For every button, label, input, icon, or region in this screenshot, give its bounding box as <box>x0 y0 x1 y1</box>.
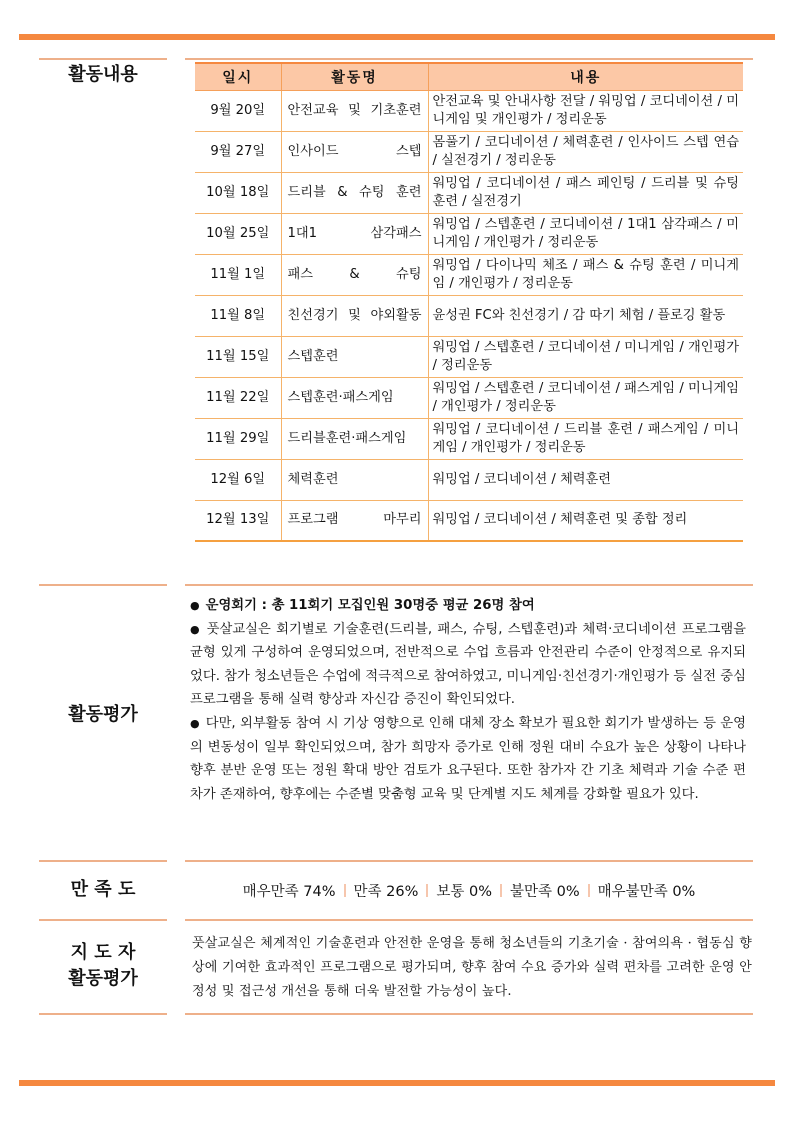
section-divider <box>39 919 167 921</box>
cell-date: 9월 20일 <box>195 90 281 131</box>
satisfaction-very-dissatisfied: 매우불만족 0% <box>597 884 696 900</box>
cell-date: 9월 27일 <box>195 131 281 172</box>
cell-name: 안전교육 및 기초훈련 <box>281 90 428 131</box>
separator <box>588 884 590 897</box>
cell-name: 체력훈련 <box>281 459 428 500</box>
section-divider <box>39 1013 167 1015</box>
cell-date: 11월 15일 <box>195 336 281 377</box>
header-name: 활동명 <box>281 63 428 90</box>
cell-date: 11월 22일 <box>195 377 281 418</box>
cell-content: 윤성권 FC와 친선경기 / 감 따기 체험 / 플로깅 활동 <box>428 295 743 336</box>
cell-name: 친선경기 및 야외활동 <box>281 295 428 336</box>
bullet-icon: ● <box>190 716 200 730</box>
cell-date: 12월 6일 <box>195 459 281 500</box>
cell-content: 몸풀기 / 코디네이션 / 체력훈련 / 인사이드 스텝 연습 / 실전경기 / 정리운동 <box>428 131 743 172</box>
section-divider <box>185 860 753 862</box>
evaluation-summary: ● 운영회기 : 총 11회기 모집인원 30명중 평균 26명 참여 <box>190 598 535 613</box>
section-label-satisfaction: 만 족 도 <box>70 879 136 900</box>
section-divider <box>39 860 167 862</box>
table-row <box>195 377 743 418</box>
cell-content: 워밍업 / 스텝훈련 / 코디네이션 / 패스게임 / 미니게임 / 개인평가 / 정리운동 <box>428 377 743 418</box>
satisfaction-dissatisfied: 불만족 0% <box>510 884 580 900</box>
evaluation-paragraph-1: ● 풋살교실은 회기별로 기술훈련(드리블, 패스, 슈팅, 스텝훈련)과 체력·코디네이션 프로그램을 균형 있게 구성하여 운영되었으며, 전반적으로 수업 흐름과 안전관리 수준이 안정적으로 유지되었다. 참가 청소년들은 수업에 적극적으로 참여하였고, 미니게임·친선경기·개인평가 등 실전 중심 프로그램을 통해 실력 향상과 자신감 증진이 확인되었다. <box>190 621 746 708</box>
section-divider <box>39 58 167 60</box>
section-divider <box>39 584 167 586</box>
cell-name: 드리블 & 슈팅 훈련 <box>281 172 428 213</box>
cell-name: 인사이드 스텝 <box>281 131 428 172</box>
cell-name: 패스 & 슈팅 <box>281 254 428 295</box>
cell-name: 드리블훈련·패스게임 <box>281 418 428 459</box>
table-row <box>195 418 743 459</box>
cell-date: 12월 13일 <box>195 500 281 541</box>
evaluation-text <box>190 594 746 806</box>
cell-name: 1대1 삼각패스 <box>281 213 428 254</box>
instructor-evaluation-text: 풋살교실은 체계적인 기술훈련과 안전한 운영을 통해 청소년들의 기초기술 · 참여의욕 · 협동심 향상에 기여한 효과적인 프로그램으로 평가되며, 향후 참여 수요 증가와 실력 편차를 고려한 운영 안정성 및 접근성 개선을 통해 더욱 발전할 가능성이 높다. <box>192 936 752 999</box>
table-row <box>195 254 743 295</box>
satisfaction-results <box>185 880 753 901</box>
bullet-icon: ● <box>190 622 201 636</box>
cell-content: 워밍업 / 스텝훈련 / 코디네이션 / 1대1 삼각패스 / 미니게임 / 개인평가 / 정리운동 <box>428 213 743 254</box>
cell-date: 10월 25일 <box>195 213 281 254</box>
separator <box>500 884 502 897</box>
cell-date: 11월 8일 <box>195 295 281 336</box>
cell-content: 워밍업 / 스텝훈련 / 코디네이션 / 미니게임 / 개인평가 / 정리운동 <box>428 336 743 377</box>
header-date: 일시 <box>195 63 281 90</box>
section-divider <box>185 1013 753 1015</box>
satisfaction-very-satisfied: 매우만족 74% <box>242 884 336 900</box>
section-label-instructor: 지 도 자 활동평가 <box>68 942 138 989</box>
cell-date: 11월 29일 <box>195 418 281 459</box>
bullet-icon: ● <box>190 599 200 612</box>
evaluation-paragraph-2: ● 다만, 외부활동 참여 시 기상 영향으로 인해 대체 장소 확보가 필요한 회기가 발생하는 등 운영의 변동성이 일부 확인되었으며, 참가 희망자 증가로 인해 정원 대비 수요가 높은 상황이 나타나 향후 분반 운영 또는 정원 확대 방안 검토가 요구된다. 또한 참가자 간 기초 체력과 기술 수준 편차가 존재하여, 향후에는 수준별 맞춤형 교육 및 단계별 지도 체계를 강화할 필요가 있다. <box>190 715 746 802</box>
cell-name: 스텝훈련 <box>281 336 428 377</box>
cell-name: 스텝훈련·패스게임 <box>281 377 428 418</box>
cell-date: 10월 18일 <box>195 172 281 213</box>
cell-date: 11월 1일 <box>195 254 281 295</box>
header-content: 내용 <box>428 63 743 90</box>
table-row <box>195 213 743 254</box>
section-label-evaluation: 활동평가 <box>68 704 138 725</box>
section-divider <box>185 919 753 921</box>
bottom-accent-rule <box>19 1080 775 1086</box>
cell-content: 워밍업 / 코디네이션 / 패스 페인팅 / 드리블 및 슈팅 훈련 / 실전경기 <box>428 172 743 213</box>
table-header-row <box>195 63 743 90</box>
cell-content: 워밍업 / 코디네이션 / 체력훈련 및 종합 정리 <box>428 500 743 541</box>
section-divider <box>185 584 753 586</box>
table-row <box>195 90 743 131</box>
section-label-activity: 활동내용 <box>68 64 138 85</box>
cell-content: 워밍업 / 다이나믹 체조 / 패스 & 슈팅 훈련 / 미니게임 / 개인평가 / 정리운동 <box>428 254 743 295</box>
cell-name: 프로그램 마무리 <box>281 500 428 541</box>
cell-content: 워밍업 / 코디네이션 / 드리블 훈련 / 패스게임 / 미니게임 / 개인평가 / 정리운동 <box>428 418 743 459</box>
top-accent-rule <box>19 34 775 40</box>
separator <box>344 884 346 897</box>
section-divider <box>185 58 753 60</box>
satisfaction-satisfied: 만족 26% <box>353 884 419 900</box>
table-row <box>195 172 743 213</box>
table-row <box>195 295 743 336</box>
cell-content: 안전교육 및 안내사항 전달 / 워밍업 / 코디네이션 / 미니게임 및 개인평가 / 정리운동 <box>428 90 743 131</box>
table-row <box>195 459 743 500</box>
separator <box>426 884 428 897</box>
table-row <box>195 336 743 377</box>
table-row <box>195 500 743 541</box>
activity-table <box>195 62 743 542</box>
satisfaction-neutral: 보통 0% <box>436 884 493 900</box>
cell-content: 워밍업 / 코디네이션 / 체력훈련 <box>428 459 743 500</box>
table-row <box>195 131 743 172</box>
